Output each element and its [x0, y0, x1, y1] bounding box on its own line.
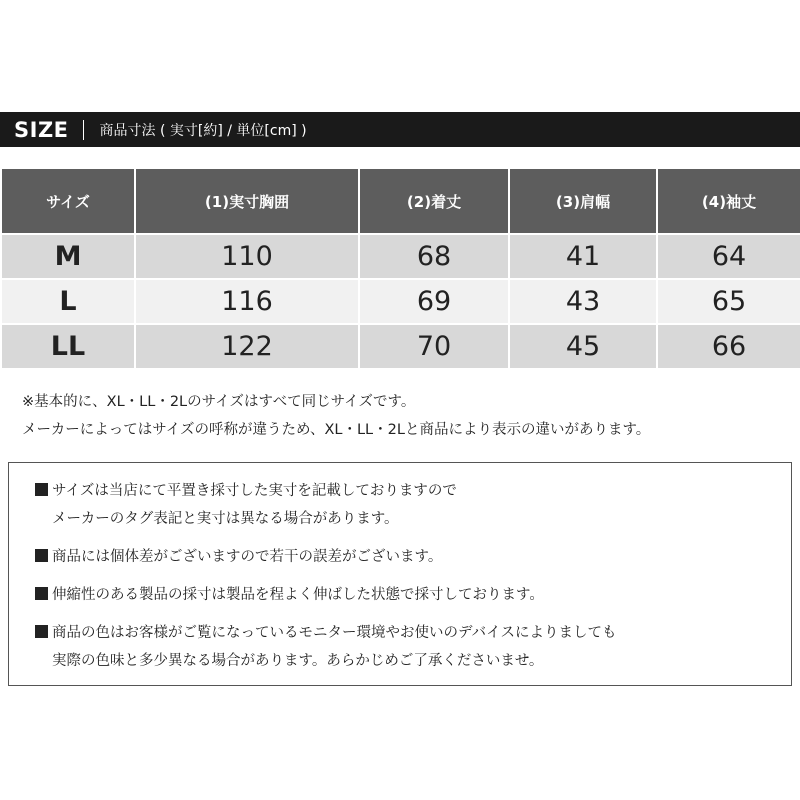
size-label: LL: [1, 324, 135, 369]
column-header-shoulder: (3)肩幅: [509, 168, 657, 234]
table-cell: 122: [135, 324, 359, 369]
info-text: サイズは当店にて平置き採寸した実寸を記載しておりますので: [52, 483, 457, 499]
size-table: [0, 167, 800, 370]
table-cell: 64: [657, 234, 800, 279]
size-label: L: [1, 279, 135, 324]
info-text: メーカーのタグ表記と実寸は異なる場合があります。: [52, 511, 399, 527]
table-cell: 41: [509, 234, 657, 279]
square-bullet-icon: [35, 483, 48, 496]
info-text: 商品には個体差がございますので若干の誤差がございます。: [52, 549, 443, 565]
table-row: [1, 234, 800, 279]
info-item: [35, 543, 791, 571]
table-cell: 110: [135, 234, 359, 279]
table-header-row: [1, 168, 800, 234]
column-header-chest: (1)実寸胸囲: [135, 168, 359, 234]
square-bullet-icon: [35, 587, 48, 600]
size-header-bar: [0, 112, 800, 147]
info-text: 実際の色味と多少異なる場合があります。あらかじめご了承くださいませ。: [52, 653, 544, 669]
info-box: [8, 462, 792, 686]
table-cell: 70: [359, 324, 509, 369]
info-item: [35, 581, 791, 609]
info-item: [35, 477, 791, 533]
table-cell: 116: [135, 279, 359, 324]
column-header-size: サイズ: [1, 168, 135, 234]
size-subtitle: 商品寸法 ( 実寸[約] / 単位[cm] ): [99, 122, 307, 139]
size-notes: [22, 388, 792, 444]
size-label: M: [1, 234, 135, 279]
note-line: ※基本的に、XL・LL・2Lのサイズはすべて同じサイズです。: [22, 394, 416, 410]
table-cell: 66: [657, 324, 800, 369]
header-separator: [83, 120, 84, 140]
square-bullet-icon: [35, 549, 48, 562]
table-cell: 45: [509, 324, 657, 369]
info-text: 商品の色はお客様がご覧になっているモニター環境やお使いのデバイスによりましても: [52, 625, 617, 641]
table-row: [1, 324, 800, 369]
info-text: 伸縮性のある製品の採寸は製品を程よく伸ばした状態で採寸しております。: [52, 587, 544, 603]
table-cell: 68: [359, 234, 509, 279]
note-line: メーカーによってはサイズの呼称が違うため、XL・LL・2Lと商品により表示の違いがあります。: [22, 422, 651, 438]
size-title: SIZE: [14, 117, 69, 142]
column-header-sleeve: (4)袖丈: [657, 168, 800, 234]
table-cell: 69: [359, 279, 509, 324]
column-header-length: (2)着丈: [359, 168, 509, 234]
table-cell: 65: [657, 279, 800, 324]
info-item: [35, 619, 791, 675]
square-bullet-icon: [35, 625, 48, 638]
table-cell: 43: [509, 279, 657, 324]
table-row: [1, 279, 800, 324]
